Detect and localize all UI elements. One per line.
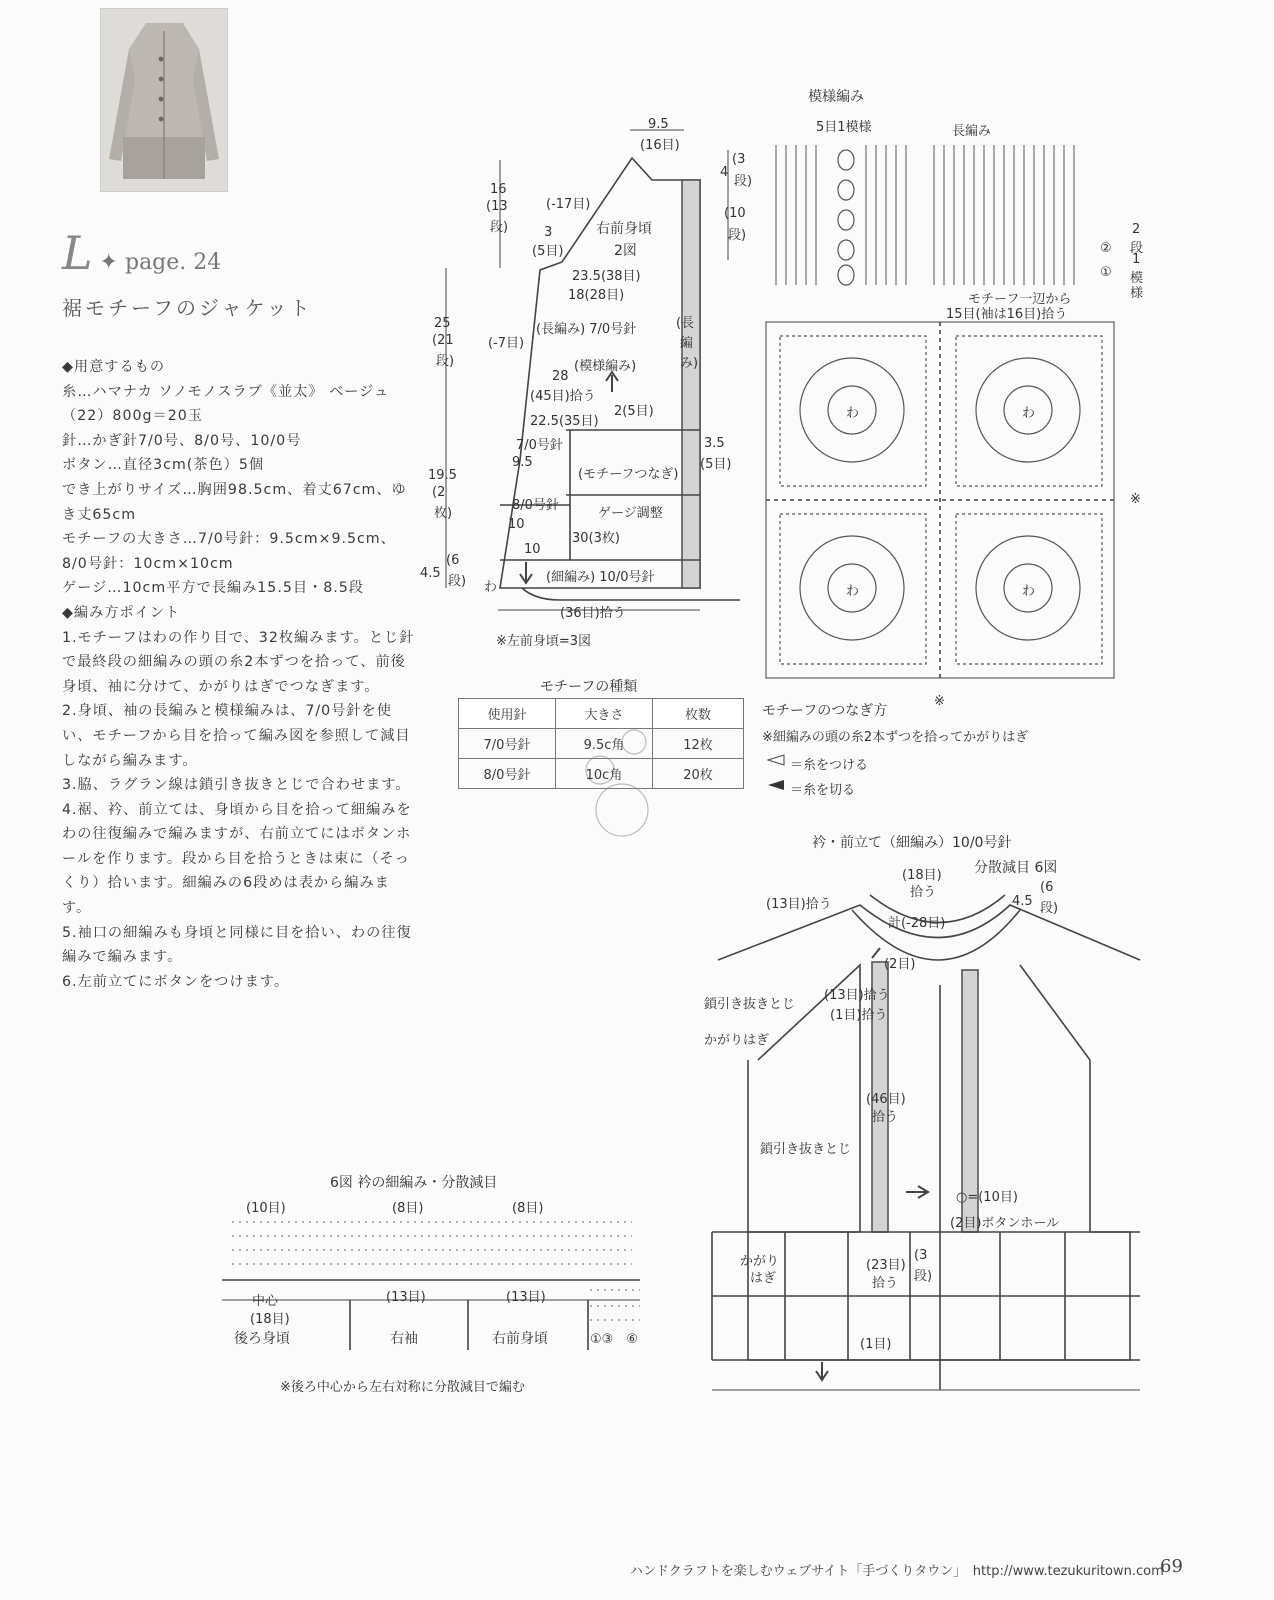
table-row [459,729,744,759]
table-cell: 7/0号針 [459,729,556,759]
dim-label: 3.5 [704,436,725,451]
table-cell: 9.5c角 [556,729,653,759]
dim-label: 22.5(35目) [530,414,599,429]
collar-label: 拾う [872,1276,899,1291]
dim-label: 23.5(38目) [572,269,641,284]
row-note: 2 [1132,222,1141,237]
collar-sub: 分散減目 6図 [974,860,1058,876]
collar-label: (13目)拾う [824,988,890,1003]
fig6-count: (8目) [392,1201,424,1216]
fig6-count: (8目) [512,1201,544,1216]
pickup-label: モチーフ一辺から [968,292,1072,307]
row-note: 模 [1130,271,1144,286]
dim-label: わ [484,580,498,595]
dim-label: (21 [432,333,454,348]
dim-label: 28 [552,369,569,384]
dim-label: 8/0号針 [512,498,559,513]
join-note: ※細編みの頭の糸2本ずつを拾ってかがりはぎ [762,730,1029,745]
collar-title: 衿・前立て（細編み）10/0号針 [812,835,1012,851]
pattern-letter: L [62,226,93,280]
fig6-title: 6図 衿の細編み・分散減目 [330,1175,498,1191]
dim-label: 編 [680,336,694,351]
pattern-title: 裾モチーフのジャケット [62,296,313,320]
row-note: 段 [1130,241,1144,256]
row-note: 1 [1132,252,1141,267]
dim-label: (45目)拾う [530,389,596,404]
collar-label: 拾う [872,1110,899,1125]
star-icon: ✦ [99,250,118,275]
collar-label: 拾う [910,885,937,900]
table-cell: 20枚 [653,759,744,789]
collar-label: ○=(10目) [956,1190,1018,1205]
instruction-line: モチーフの大きさ…7/0号針：9.5cm×9.5cm、8/0号針：10cm×10cm [62,531,396,572]
instruction-line: 糸…ハマナカ ソノモノスラブ《並太》 ベージュ（22）800g＝20玉 [62,383,390,425]
row-note: 様 [1130,286,1144,301]
fig6-center-count: (18目) [250,1312,290,1327]
instruction-line: ボタン…直径3cm(茶色）5個 [62,457,265,474]
asterisk-mark: ※ [1130,492,1141,507]
row-mark: ① [1100,265,1112,280]
dim-label: 段) [734,174,753,189]
table-header: 大きさ [556,699,653,729]
footer-text: ハンドクラフトを楽しむウェブサイト「手づくりタウン」 http://www.tezukuritown.com [630,1564,1164,1579]
instruction-line: 1.モチーフはわの作り目で、32枚編みます。とじ針で最終段の細編みの頭の糸2本ずつを拾って、前後身頃、袖に分けて、かがりはぎでつなぎます。 [62,629,415,695]
front-title: 右前身頃 [596,221,652,237]
dim-label: 19.5 [428,468,457,483]
dim-label: 2(5目) [614,404,654,419]
fig6-center: 中心 [252,1294,279,1309]
fig6-part: 後ろ身頃 [234,1331,290,1347]
fig6-count: (13目) [506,1290,546,1305]
dim-label: 枚) [434,506,453,521]
join-title: モチーフのつなぎ方 [762,703,888,719]
dim-label: 16 [490,182,507,197]
dim-label: 段) [490,220,509,235]
fig6-count: (10目) [246,1201,286,1216]
dim-label: 30(3枚) [572,531,620,546]
dim-label: 4 [720,165,729,180]
dim-label: 4.5 [420,566,441,581]
page-ref: page. 24 [124,250,222,275]
fig6-note: ※後ろ中心から左右対称に分散減目で編む [280,1380,525,1395]
pickup-label: 15目(袖は16目)拾う [946,307,1068,322]
dim-label: ゲージ調整 [598,506,663,521]
collar-label: (3 [914,1248,928,1263]
collar-label: (2目)ボタンホール [950,1216,1060,1231]
dim-label: (2 [432,485,446,500]
collar-label: (46目) [866,1092,906,1107]
table-cell: 10c角 [556,759,653,789]
dim-label: (6 [446,553,460,568]
pattern-title: 模様編み [808,89,864,105]
collar-label: (18目) [902,868,942,883]
instruction-line: ゲージ…10cm平方で長編み15.5目・8.5段 [62,580,364,597]
dim-label: (5目) [532,244,564,259]
motif-center: わ [846,406,860,421]
table-row [459,759,744,789]
dim-label: (13 [486,199,508,214]
dc-label: 長編み [952,124,992,139]
table-header: 枚数 [653,699,744,729]
collar-label: (23目) [866,1258,906,1273]
legend-cut: ＝糸を切る [790,783,856,798]
instruction-line: 2.身頃、袖の長編みと模様編みは、7/0号針を使い、モチーフから目を拾って編み図を参照して減目しながら編みます。 [62,703,411,769]
dim-label: (長 [676,316,695,331]
table-cell: 12枚 [653,729,744,759]
collar-label: (1目) [860,1337,892,1352]
dim-label: 段) [728,228,747,243]
page-number: 69 [1160,1556,1183,1577]
collar-label: 計(-28目) [888,916,946,931]
motif-table-title: モチーフの種類 [540,679,638,695]
instruction-line: 針…かぎ針7/0号、8/0号、10/0号 [62,432,302,449]
collar-label: (6 [1040,880,1054,895]
fig6-part: 右袖 [390,1331,418,1347]
collar-label: 段) [1040,901,1059,916]
collar-label: はぎ [750,1271,777,1286]
front-figure: 2図 [614,243,637,259]
dim-label: み) [680,356,699,371]
dim-label: (3 [732,152,746,167]
collar-label: かがり [740,1254,780,1269]
collar-label: (1目)拾う [830,1008,888,1023]
instruction-line: 3.脇、ラグラン線は鎖引き抜きとじで合わせます。 [62,777,411,794]
dim-label: 9.5 [648,117,669,132]
instruction-line: ◆用意するもの [62,359,166,375]
fig6-rows: ①③ ⑥ [590,1332,638,1347]
collar-label: (2目) [884,957,916,972]
motif-center: わ [846,584,860,599]
collar-label: 鎖引き抜きとじ [704,997,796,1012]
collar-label: 段) [914,1269,933,1284]
note: ※左前身頃=3図 [496,634,592,649]
fig6-part: 右前身頃 [492,1331,548,1347]
dim-label: (-17目) [546,197,591,212]
dim-label: 3 [544,225,553,240]
table-header: 使用針 [459,699,556,729]
dim-label: (モチーフつなぎ) [578,467,679,482]
collar-label: かがりはぎ [704,1033,770,1048]
asterisk-mark: ※ [934,694,945,709]
row-mark: ② [1100,241,1112,256]
instruction-line: 4.裾、衿、前立ては、身頃から目を拾って細編みをわの往復編みで編みますが、右前立てにはボタンホールを作ります。段から目を拾うときは束に（そっくり）拾います。細編みの6段めは表から編みます。 [62,801,412,917]
dim-label: (36目)拾う [560,606,626,621]
dim-label: (模様編み) [574,359,637,374]
dim-label: (16目) [640,138,680,153]
dim-label: 7/0号針 [516,438,563,453]
motif-center: わ [1022,406,1036,421]
motif-center: わ [1022,584,1036,599]
collar-label: 鎖引き抜きとじ [760,1142,852,1157]
table-cell: 8/0号針 [459,759,556,789]
dim-label: (長編み) 7/0号針 [536,322,637,337]
dim-label: (10 [724,206,746,221]
collar-label: 4.5 [1012,894,1033,909]
dim-label: (細編み) 10/0号針 [546,570,655,585]
dim-label: 18(28目) [568,288,625,303]
legend-attach: ＝糸をつける [790,758,869,773]
dim-label: 段) [436,354,455,369]
fig6-count: (13目) [386,1290,426,1305]
dim-label: 9.5 [512,455,533,470]
instruction-line: ◆編み方ポイント [62,604,181,621]
repeat-label: 5目1模様 [816,120,872,135]
instruction-line: 6.左前立てにボタンをつけます。 [62,973,290,990]
dim-label: (5目) [700,457,732,472]
collar-label: (13目)拾う [766,897,832,912]
dim-label: 10 [508,517,525,532]
motif-table [458,698,744,789]
instruction-line: でき上がりサイズ…胸囲98.5cm、着丈67cm、ゆき丈65cm [62,481,407,523]
dim-label: (-7目) [488,336,525,351]
dim-label: 10 [524,542,541,557]
dim-label: 25 [434,316,451,331]
dim-label: 段) [448,574,467,589]
instruction-line: 5.袖口の細編みも身頃と同様に目を拾い、わの往復編みで編みます。 [62,924,412,966]
